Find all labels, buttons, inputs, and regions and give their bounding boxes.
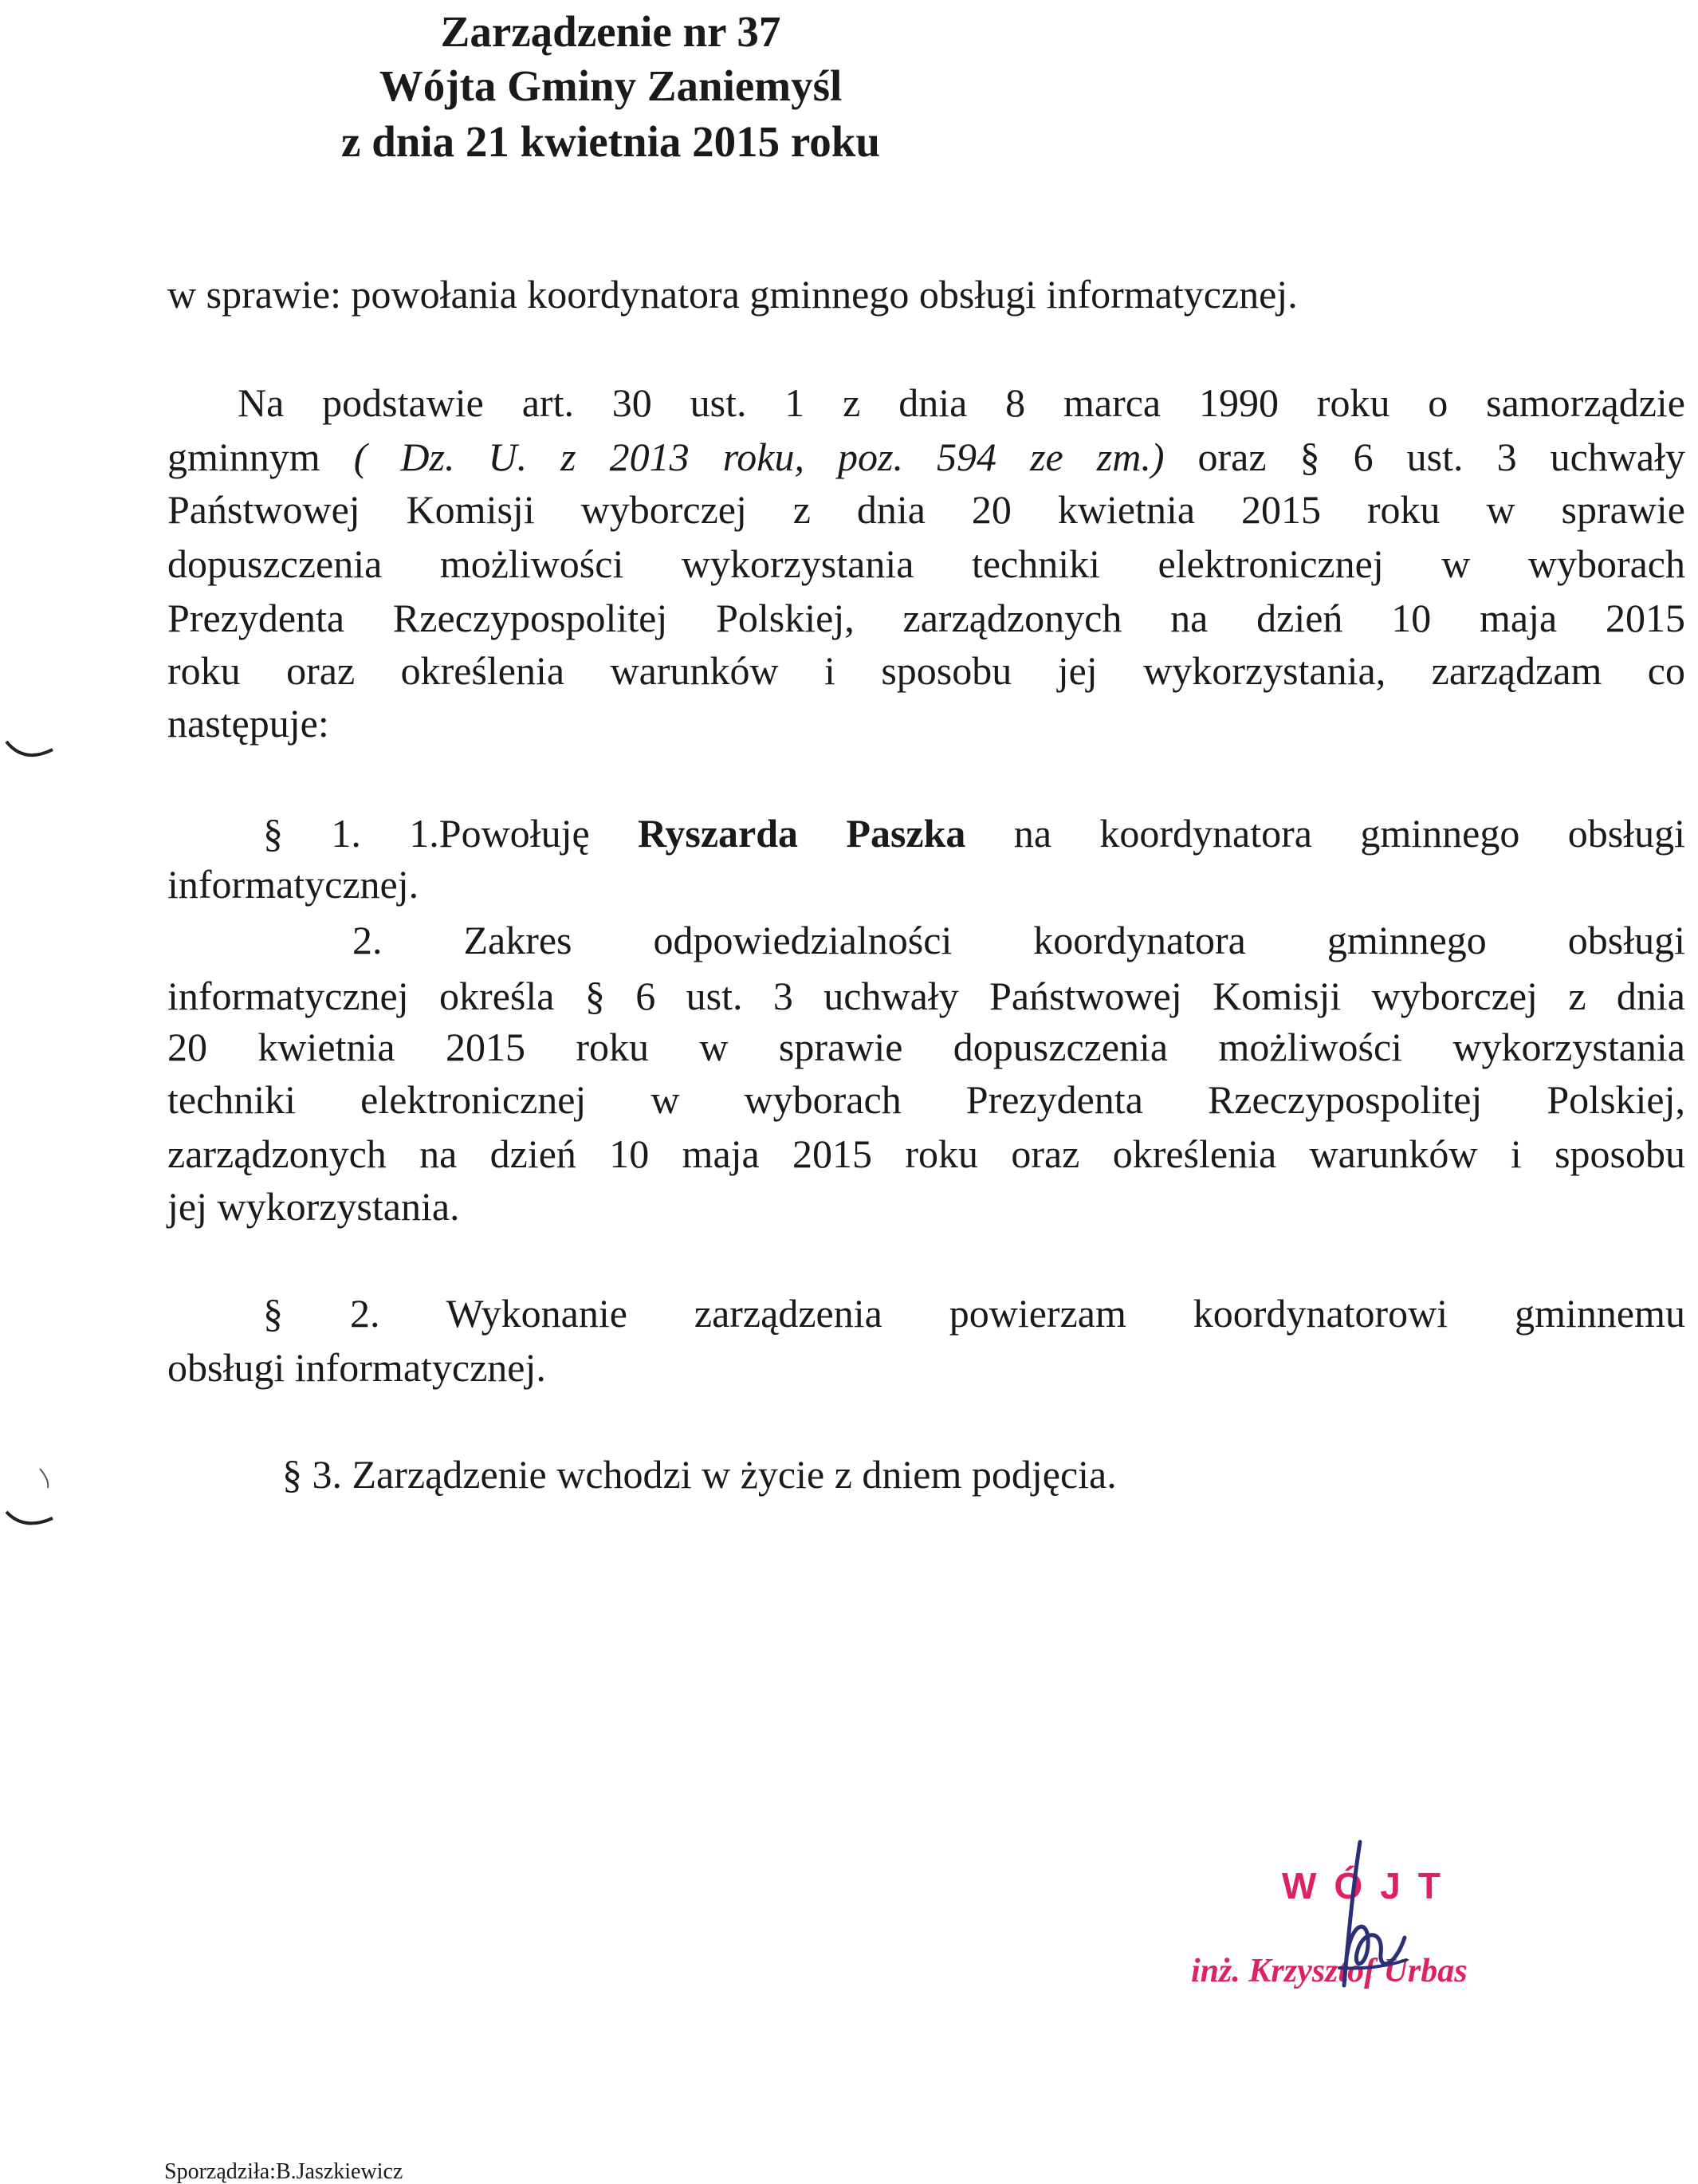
preamble-text: oraz § 6 ust. 3 uchwały [1164, 435, 1685, 479]
preamble-text: gminnym [167, 435, 354, 479]
section-1-point-2-line-5: zarządzonych na dzień 10 maja 2015 roku oraz określenia warunków i sposobu [167, 1131, 1685, 1176]
preamble-line-1: Na podstawie art. 30 ust. 1 z dnia 8 marca 1990 roku o samorządzie [238, 380, 1685, 425]
legal-citation: ( Dz. U. z 2013 roku, poz. 594 ze zm.) [353, 435, 1165, 479]
appointee-name: Ryszarda Paszka [638, 811, 966, 856]
preamble-line-7: następuje: [167, 701, 329, 746]
section-1-text: na koordynatora gminnego obsługi [965, 811, 1685, 856]
section-2-line-2: obsługi informatycznej. [167, 1345, 546, 1390]
preamble-line-2 [167, 437, 1685, 482]
decree-date: z dnia 21 kwietnia 2015 roku [341, 117, 880, 166]
punch-hole-marks [0, 0, 96, 2177]
stamp-title: WÓJT [1282, 1865, 1458, 1907]
preamble-line-5: Prezydenta Rzeczypospolitej Polskiej, zarządzonych na dzień 10 maja 2015 [167, 596, 1685, 640]
section-1-point-1 [263, 813, 1685, 858]
stamp-name: inż. Krzysztof Urbas [1191, 1953, 1468, 1989]
section-1-point-2-line-4: techniki elektronicznej w wyborach Prezydenta Rzeczypospolitej Polskiej, [167, 1077, 1685, 1122]
section-1-text: § 1. 1.Powołuję [263, 811, 639, 856]
section-1-point-2: 2. Zakres odpowiedzialności koordynatora gminnego obsługi [352, 918, 1685, 962]
punch-hole-mark-upper [6, 742, 53, 755]
punch-hole-tick [40, 1469, 48, 1488]
section-1-point-1-cont: informatycznej. [167, 862, 419, 907]
section-1-point-2-line-3: 20 kwietnia 2015 roku w sprawie dopuszczenia możliwości wykorzystania [167, 1025, 1685, 1069]
section-3: § 3. Zarządzenie wchodzi w życie z dniem podjęcia. [282, 1452, 1117, 1497]
decree-subject: w sprawie: powołania koordynatora gminnego obsługi informatycznej. [167, 272, 1298, 317]
preamble-line-3: Państwowej Komisji wyborczej z dnia 20 kwietnia 2015 roku w sprawie [167, 487, 1685, 532]
section-1-point-2-line-6: jej wykorzystania. [167, 1184, 460, 1229]
prepared-by: Sporządziła:B.Jaszkiewicz [164, 2159, 403, 2184]
section-1-point-2-line-2: informatycznej określa § 6 ust. 3 uchwały Państwowej Komisji wyborczej z dnia [167, 974, 1685, 1018]
decree-issuer: Wójta Gminy Zaniemyśl [379, 61, 843, 110]
preamble-line-4: dopuszczenia możliwości wykorzystania techniki elektronicznej w wyborach [167, 541, 1685, 586]
section-2-line-1: § 2. Wykonanie zarządzenia powierzam koordynatorowi gminnemu [263, 1291, 1685, 1336]
punch-hole-mark-lower [6, 1512, 53, 1523]
decree-number: Zarządzenie nr 37 [440, 7, 781, 56]
handwritten-signature [1307, 1834, 1451, 2017]
preamble-line-6: roku oraz określenia warunków i sposobu jej wykorzystania, zarządzam co [167, 648, 1685, 693]
